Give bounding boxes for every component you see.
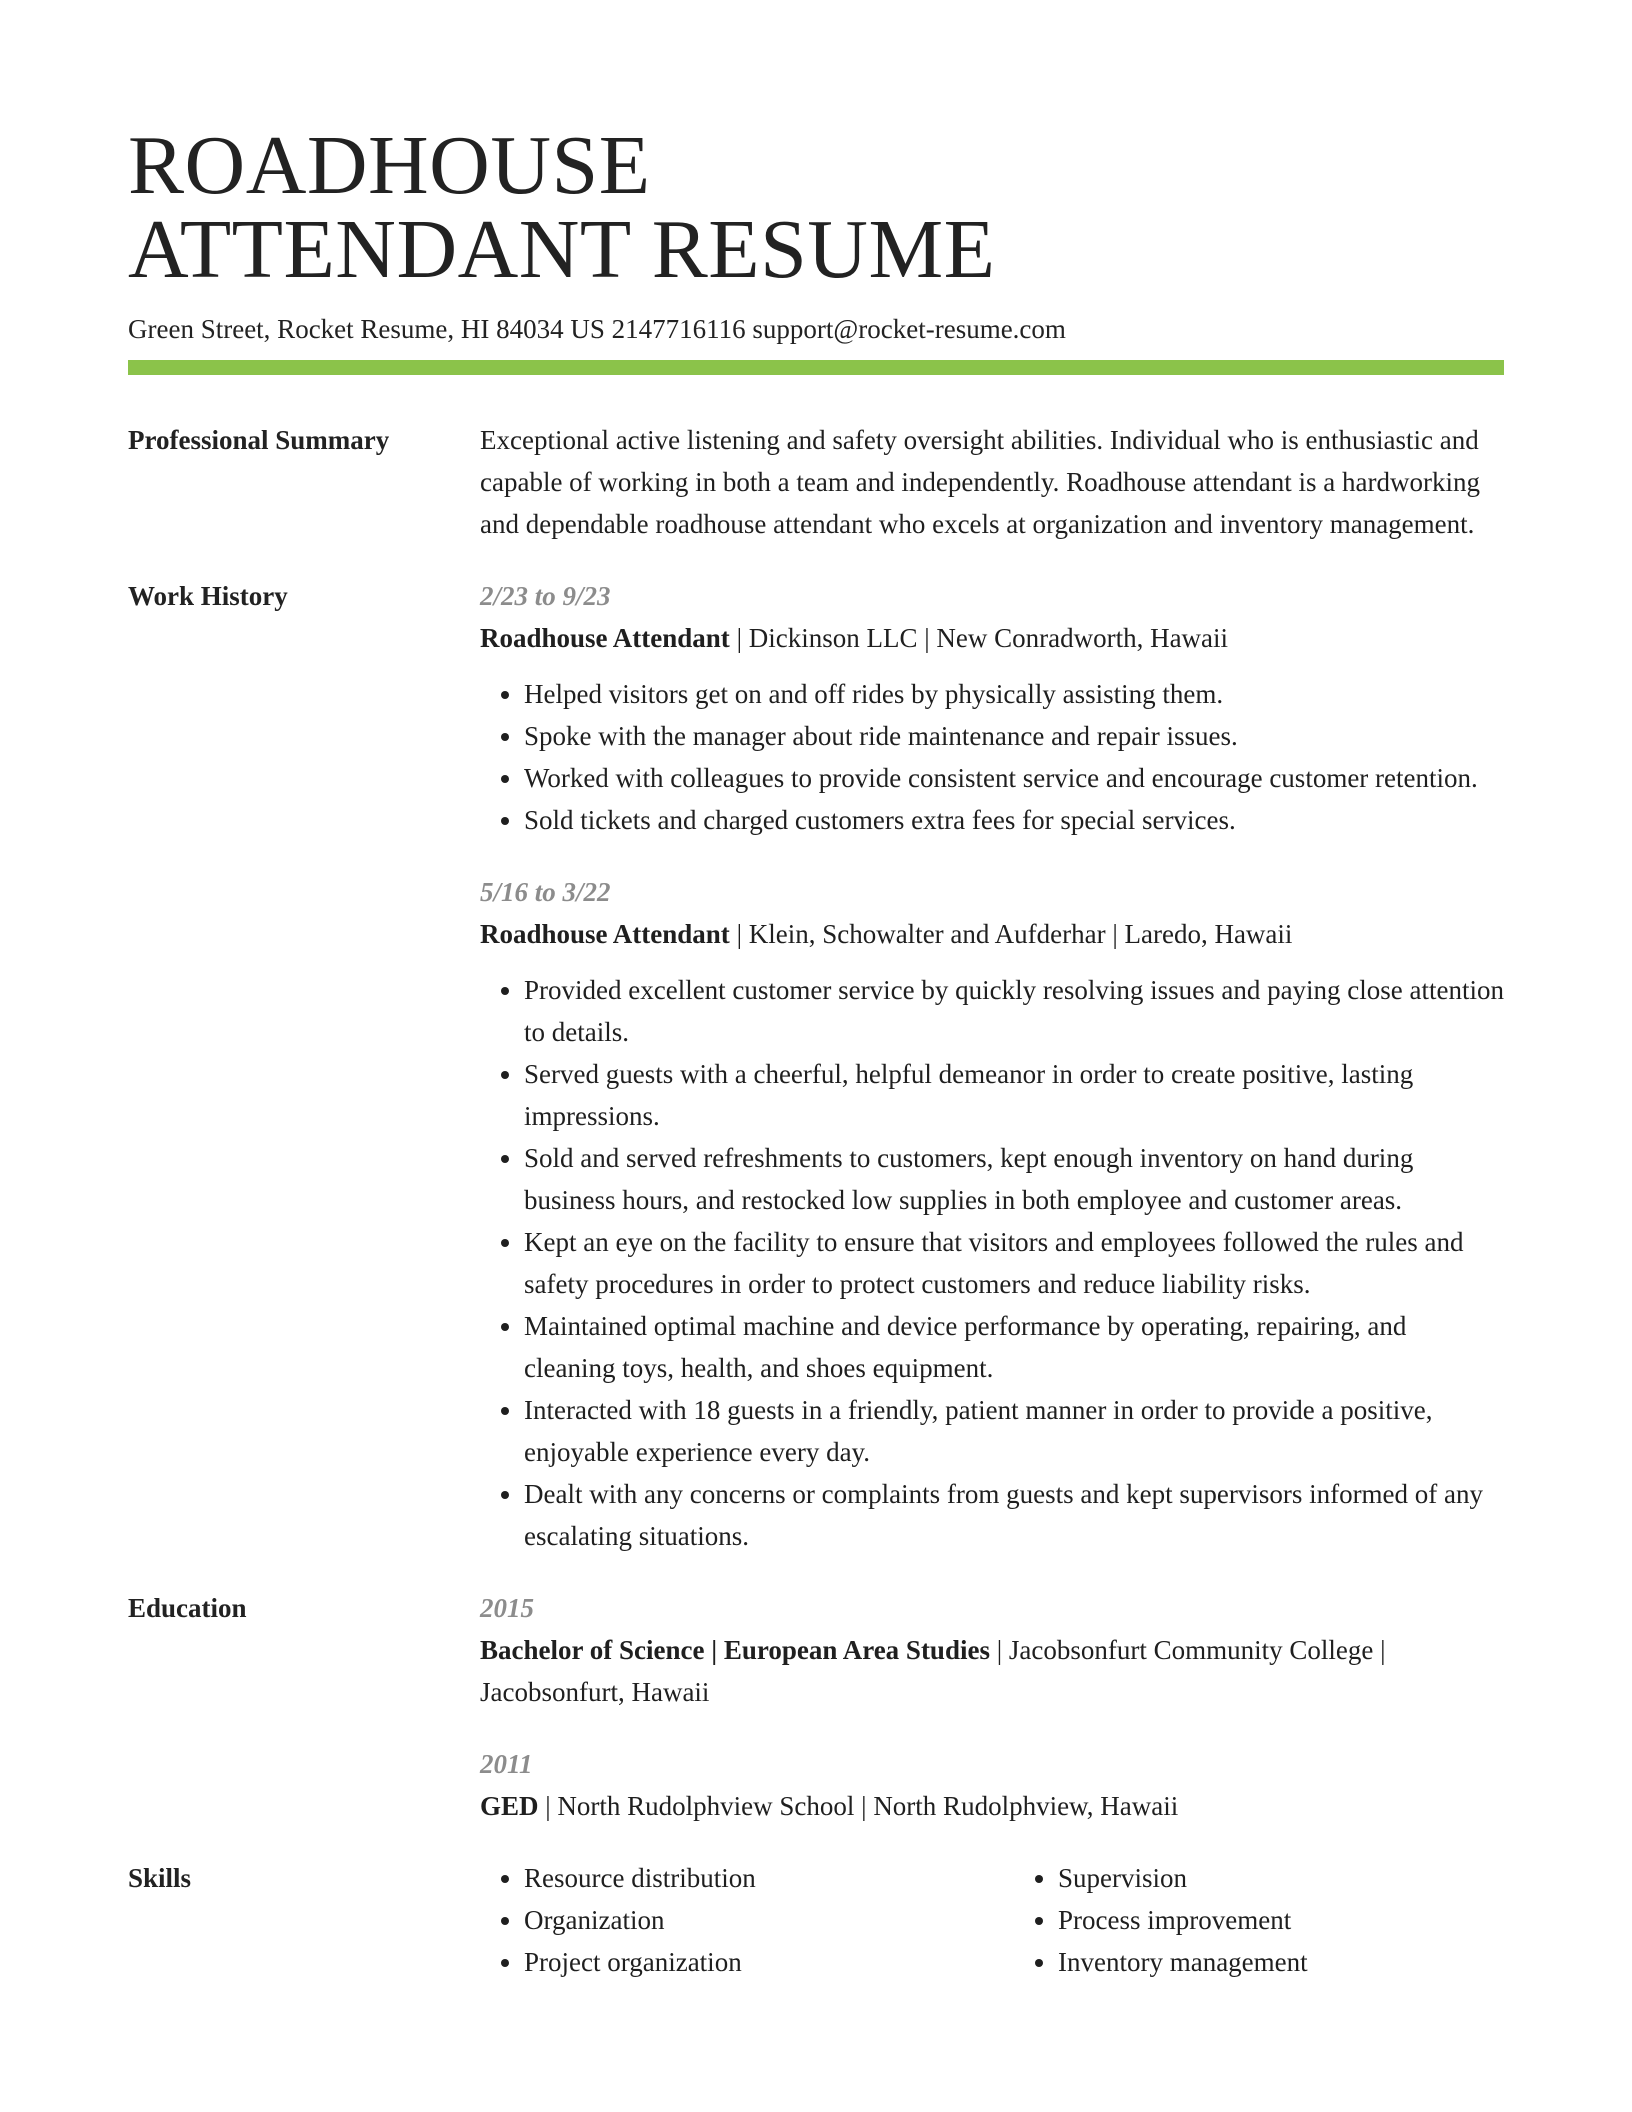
skill-item: • Inventory management bbox=[1058, 1941, 1504, 1983]
section-label-education: Education bbox=[128, 1593, 247, 1623]
job-details: | Dickinson LLC | New Conradworth, Hawaii bbox=[729, 623, 1229, 653]
job-heading bbox=[480, 913, 1504, 955]
education-heading bbox=[480, 1785, 1504, 1827]
job-bullet: • Dealt with any concerns or complaints from guests and kept supervisors informed of any escalating situations. bbox=[524, 1473, 1504, 1557]
job-dates: 5/16 to 3/22 bbox=[480, 877, 611, 907]
job-bullets bbox=[480, 673, 1504, 841]
work-history-section bbox=[128, 575, 1504, 1557]
job-details: | Klein, Schowalter and Aufderhar | Laredo, Hawaii bbox=[729, 919, 1293, 949]
accent-divider bbox=[128, 360, 1504, 375]
job-title: Roadhouse Attendant bbox=[480, 623, 730, 653]
education-heading bbox=[480, 1629, 1504, 1713]
skill-item: • Resource distribution bbox=[524, 1857, 970, 1899]
job-bullet: • Sold tickets and charged customers extra fees for special services. bbox=[524, 799, 1504, 841]
job-bullet: • Served guests with a cheerful, helpful demeanor in order to create positive, lasting impressions. bbox=[524, 1053, 1504, 1137]
job-bullet: • Spoke with the manager about ride maintenance and repair issues. bbox=[524, 715, 1504, 757]
job-bullet: • Provided excellent customer service by quickly resolving issues and paying close attention to details. bbox=[524, 969, 1504, 1053]
education-entry bbox=[480, 1743, 1504, 1827]
contact-info: Green Street, Rocket Resume, HI 84034 US 2147716116 support@rocket-resume.com bbox=[128, 314, 1066, 344]
education-year: 2015 bbox=[480, 1593, 534, 1623]
section-label-skills: Skills bbox=[128, 1863, 192, 1893]
job-bullet: • Worked with colleagues to provide consistent service and encourage customer retention. bbox=[524, 757, 1504, 799]
work-entries bbox=[480, 575, 1504, 1557]
skill-item: • Project organization bbox=[524, 1941, 970, 1983]
job-bullets bbox=[480, 969, 1504, 1557]
education-entries bbox=[480, 1587, 1504, 1827]
resume-page bbox=[128, 0, 1504, 1983]
job-bullet: • Sold and served refreshments to customers, kept enough inventory on hand during business hours, and restocked low supplies in both employee and customer areas. bbox=[524, 1137, 1504, 1221]
job-bullet: • Maintained optimal machine and device performance by operating, repairing, and cleaning toys, health, and shoes equipment. bbox=[524, 1305, 1504, 1389]
education-entry bbox=[480, 1587, 1504, 1713]
skills-list-left bbox=[480, 1857, 970, 1983]
skills-columns bbox=[480, 1857, 1504, 1983]
job-bullet: • Kept an eye on the facility to ensure that visitors and employees followed the rules and safety procedures in order to protect customers and reduce liability risks. bbox=[524, 1221, 1504, 1305]
education-section bbox=[128, 1587, 1504, 1827]
section-label-summary: Professional Summary bbox=[128, 425, 390, 455]
job-title: Roadhouse Attendant bbox=[480, 919, 730, 949]
education-details: | North Rudolphview School | North Rudolphview, Hawaii bbox=[538, 1791, 1179, 1821]
job-bullet: • Interacted with 18 guests in a friendly, patient manner in order to provide a positive, enjoyable experience every day. bbox=[524, 1389, 1504, 1473]
summary-text: Exceptional active listening and safety oversight abilities. Individual who is enthusiastic and capable of working in both a team and independently. Roadhouse attendant is a hardworking and dependable roadhouse attendant who excels at organization and inventory management. bbox=[480, 425, 1480, 539]
education-details: | Jacobsonfurt Community College | Jacobsonfurt, Hawaii bbox=[480, 1635, 1386, 1707]
job-bullet: • Helped visitors get on and off rides by physically assisting them. bbox=[524, 673, 1504, 715]
skills-section bbox=[128, 1857, 1504, 1983]
title-line-2: ATTENDANT RESUME bbox=[128, 203, 996, 296]
skill-item: • Organization bbox=[524, 1899, 970, 1941]
job-entry bbox=[480, 871, 1504, 1557]
skill-item: • Supervision bbox=[1058, 1857, 1504, 1899]
section-label-work: Work History bbox=[128, 581, 288, 611]
job-heading bbox=[480, 617, 1504, 659]
job-dates: 2/23 to 9/23 bbox=[480, 581, 611, 611]
education-degree: GED bbox=[480, 1791, 539, 1821]
summary-section bbox=[128, 419, 1504, 545]
education-degree: Bachelor of Science | European Area Studies bbox=[480, 1635, 990, 1665]
skills-body bbox=[480, 1857, 1504, 1983]
title-line-1: ROADHOUSE bbox=[128, 119, 651, 212]
education-year: 2011 bbox=[480, 1749, 533, 1779]
resume-title bbox=[128, 0, 1504, 296]
skill-item: • Process improvement bbox=[1058, 1899, 1504, 1941]
skills-list-right bbox=[1014, 1857, 1504, 1983]
job-entry bbox=[480, 575, 1504, 841]
